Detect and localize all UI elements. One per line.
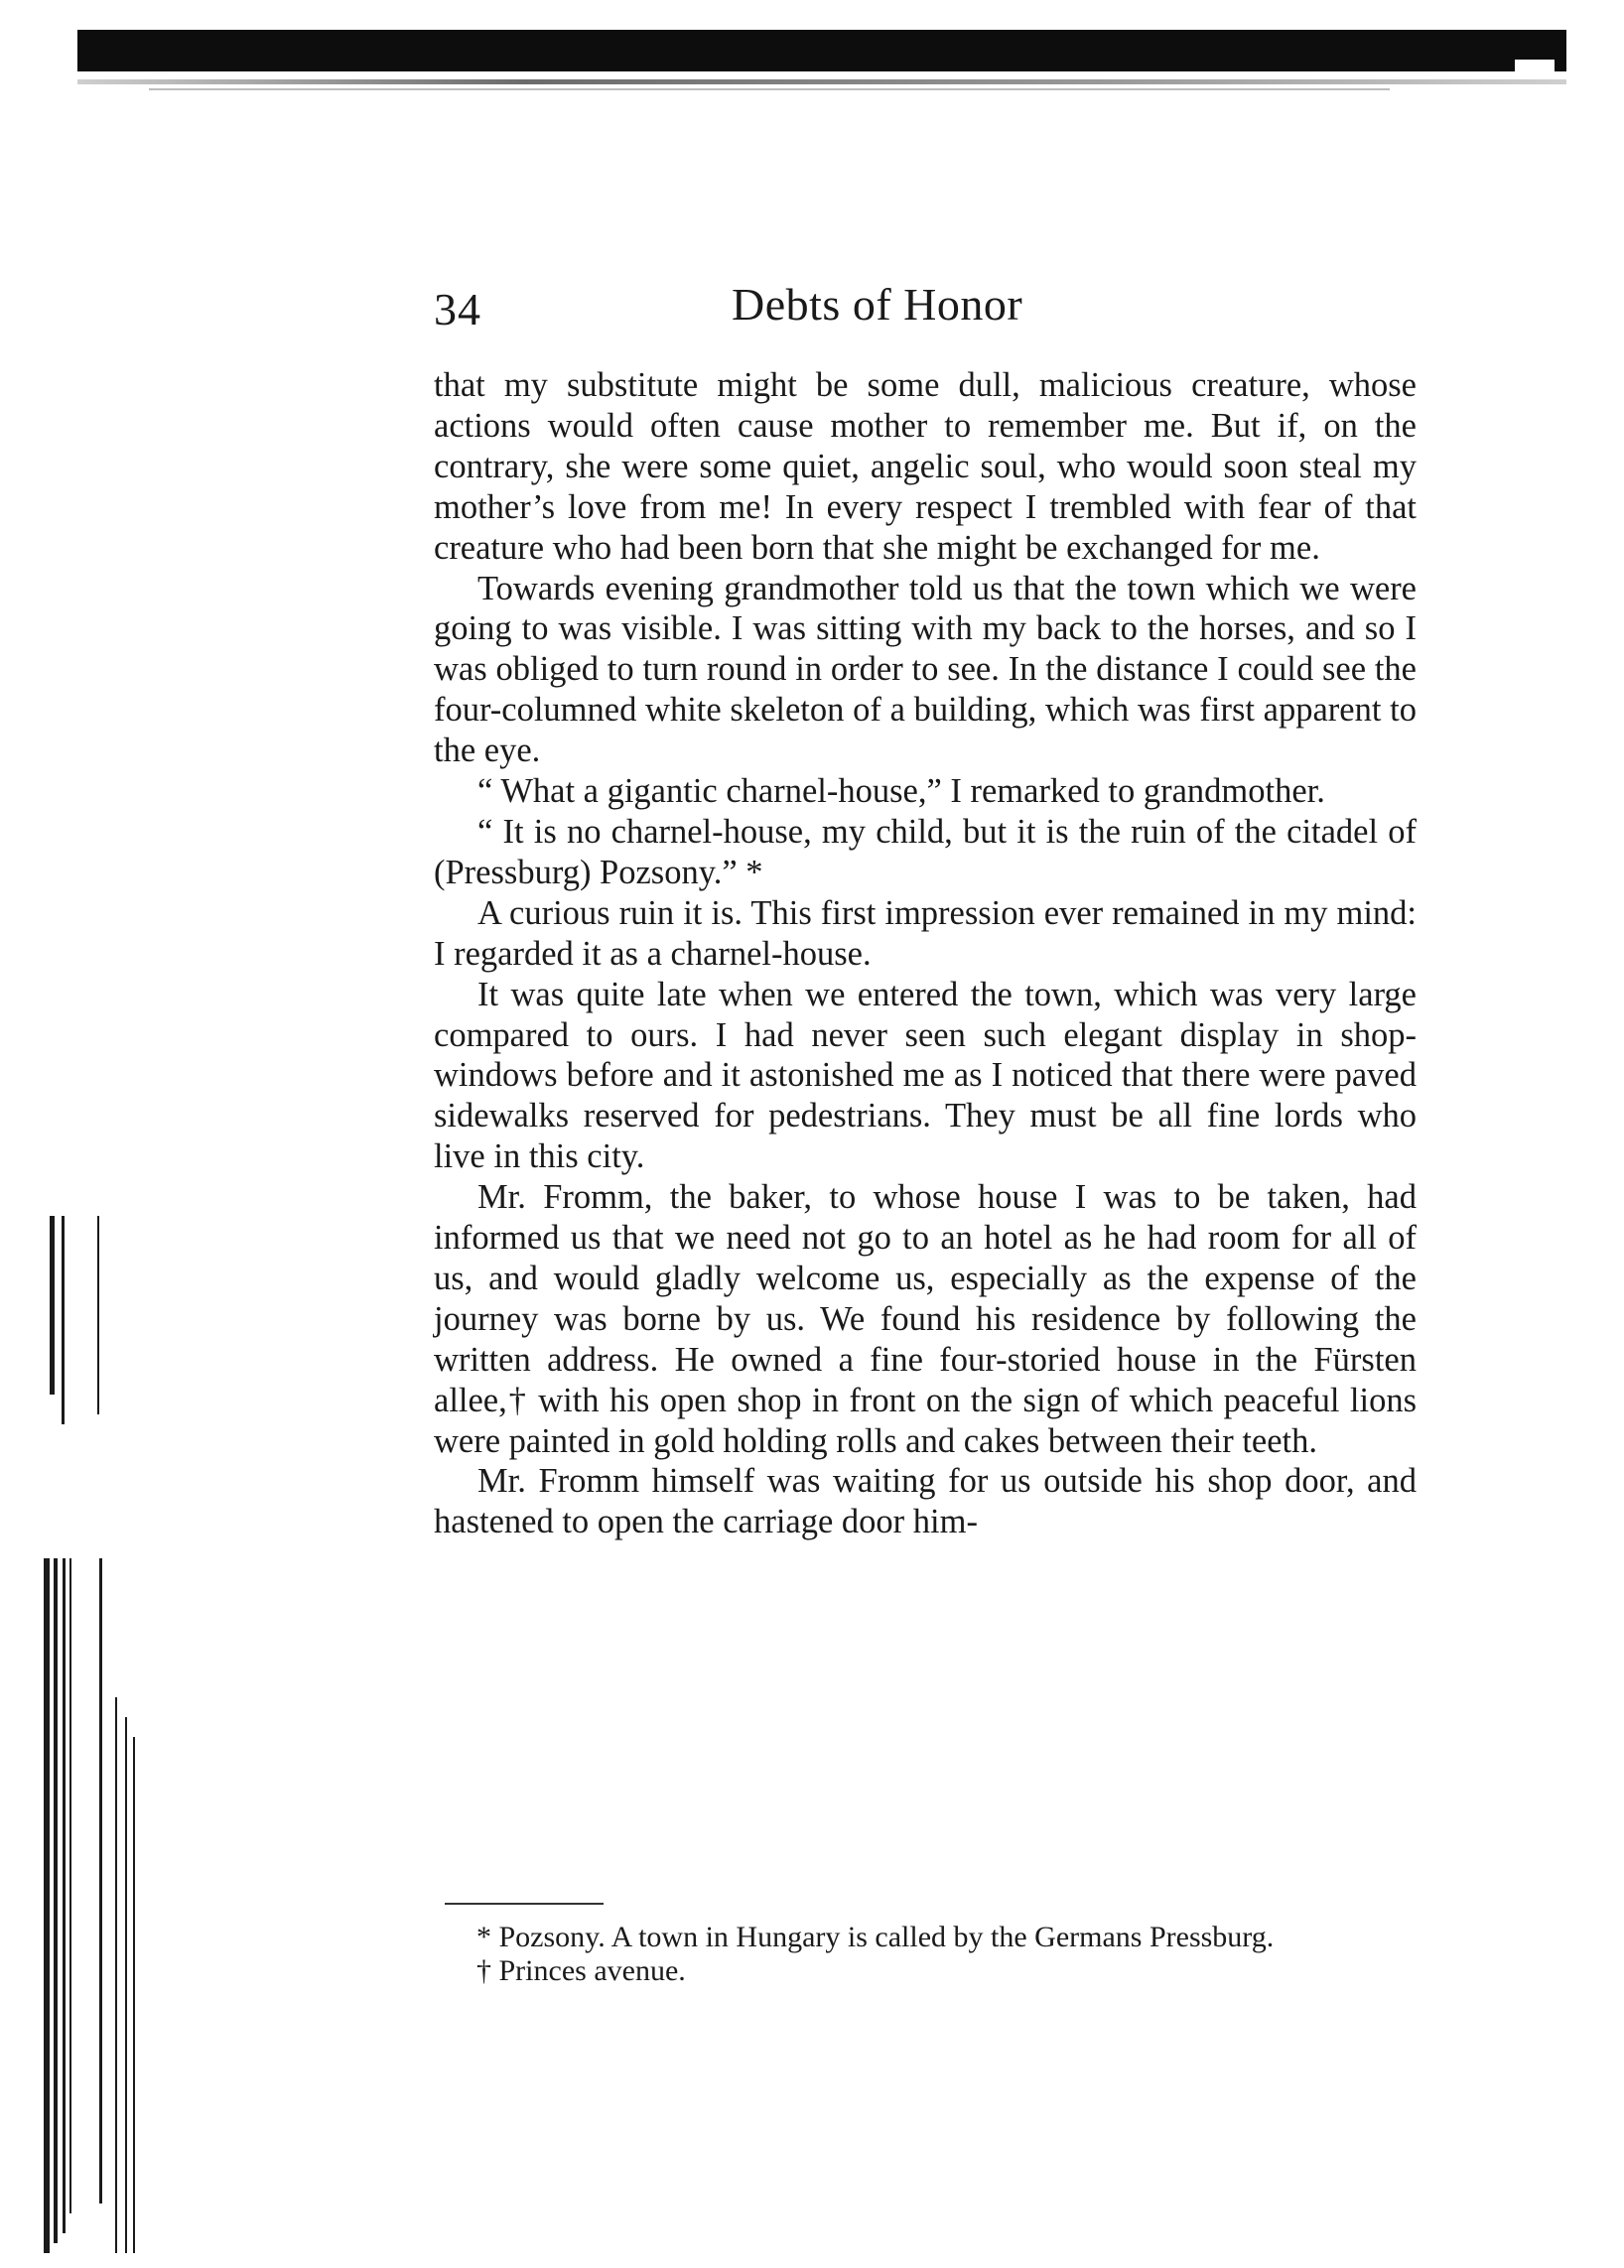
- footnote-rule: [445, 1903, 604, 1905]
- page-header: [434, 273, 1426, 342]
- footnote: † Princes avenue.: [476, 1954, 686, 1987]
- footnote: * Pozsony. A town in Hungary is called by the Germans Pressburg.: [476, 1921, 1275, 1953]
- scan-top-line: [77, 79, 1566, 84]
- paragraph: “ What a gigantic charnel-house,” I remarked to grandmother.: [477, 772, 1325, 811]
- paragraph: “ It is no charnel-house, my child, but it is the ruin of the citadel of (Pressburg) Pozsony.” *: [434, 812, 1417, 891]
- paragraph: Mr. Fromm himself was waiting for us outside his shop door, and hastened to open the carriage door him-: [434, 1462, 1417, 1541]
- page-number: 34: [434, 284, 481, 334]
- scan-binding-marks-upper: [30, 1216, 159, 1424]
- paragraph: It was quite late when we entered the town, which was very large compared to ours. I had never seen such elegant display in shop-windows before and it astonished me as I noticed that there were paved sidewalks reserved for pedestrians. They must be all fine lords who live in this city.: [434, 975, 1417, 1176]
- paragraph: A curious ruin it is. This first impression ever remained in my mind: I regarded it as a charnel-house.: [434, 893, 1417, 973]
- paragraph: that my substitute might be some dull, malicious creature, whose actions would often cause mother to remember me. But if, on the contrary, she were some quiet, angelic soul, who would soon steal my mother’s love from me! In every respect I trembled with fear of that creature who had been born that she might be exchanged for me.: [434, 366, 1417, 567]
- running-title: Debts of Honor: [732, 279, 1023, 330]
- scan-top-bar-notch: [1515, 60, 1555, 73]
- scan-top-line-secondary: [149, 88, 1390, 90]
- footnotes: [445, 1921, 1418, 1988]
- paragraph: Towards evening grandmother told us that the town which we were going to was visible. I was sitting with my back to the horses, and so I was obliged to turn round in order to see. In the distance I could see the four-columned white skeleton of a building, which was first apparent to the eye.: [434, 569, 1417, 770]
- paragraph: Mr. Fromm, the baker, to whose house I was to be taken, had informed us that we need not go to an hotel as he had room for all of us, and would gladly welcome us, especially as the expense of the journey was borne by us. We found his residence by following the written address. He owned a fine four-storied house in the Fürsten allee,† with his open shop in front on the sign of which peaceful lions were painted in gold holding rolls and cakes between their teeth.: [434, 1178, 1417, 1460]
- body-text: [434, 365, 1417, 1542]
- scan-binding-marks-lower: [30, 1558, 159, 2253]
- scan-top-bar: [77, 30, 1566, 71]
